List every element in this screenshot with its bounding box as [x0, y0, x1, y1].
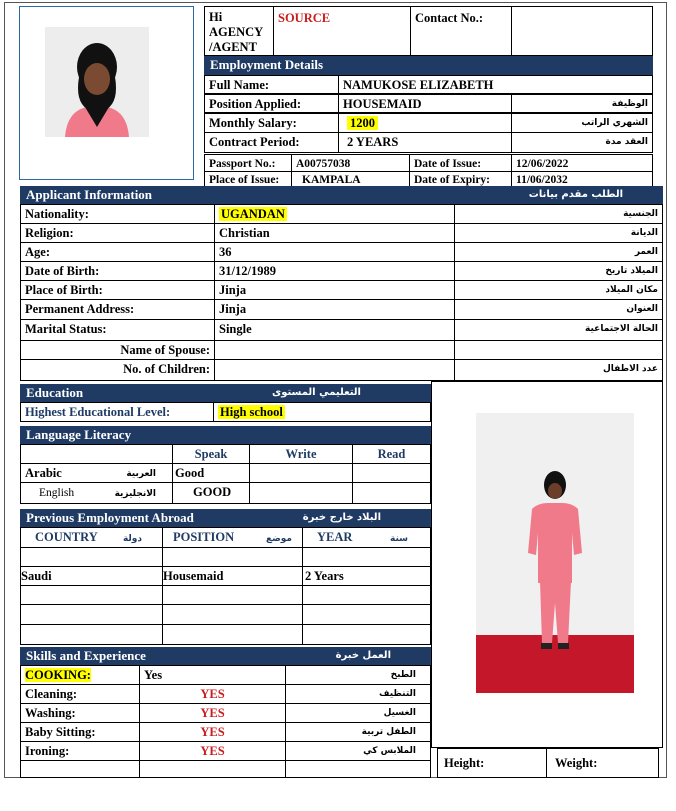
salary-value: 1200 — [347, 116, 378, 130]
lang-arabic-row — [20, 463, 173, 483]
skill-ironing-label: Ironing: — [20, 741, 140, 761]
passport-label: Passport No.: — [204, 154, 292, 172]
full-name-value: NAMUKOSE ELIZABETH — [338, 75, 653, 94]
agency-label: Hi AGENCY /AGENT — [204, 6, 274, 56]
pob-value: Jinja — [214, 280, 455, 300]
prev-country-ar: دولة — [122, 534, 142, 544]
marital-value: Single — [214, 319, 455, 341]
prev-row4-year — [302, 624, 431, 645]
previous-employment-title: Previous Employment Abroad — [26, 510, 194, 525]
full-name-label: Full Name: — [204, 75, 339, 94]
lang-arabic-ar: العربية — [126, 469, 156, 479]
skill-washing-value: YES — [139, 703, 286, 723]
position-label: Position Applied: — [204, 94, 339, 113]
education-arabic: التعليمي المستوى — [272, 387, 361, 398]
prev-row3-country — [20, 604, 163, 625]
applicant-info-title: Applicant Information — [26, 187, 153, 202]
skill-cooking-value: Yes — [139, 665, 286, 685]
lang-english-label: English — [39, 487, 75, 499]
age-label: Age: — [20, 242, 215, 262]
spouse-arabic — [454, 340, 663, 360]
address-arabic: العنوان — [454, 299, 663, 320]
employment-details-header: Employment Details — [204, 56, 653, 75]
prev-year-header — [302, 527, 431, 548]
prev-row1-year: 2 Years — [302, 566, 431, 586]
prev-row2-position — [162, 585, 303, 605]
source-label: SOURCE — [273, 6, 411, 56]
lang-arabic-label: Arabic — [25, 466, 62, 480]
contact-value — [511, 6, 653, 56]
fullbody-photo — [476, 413, 634, 693]
salary-label: Monthly Salary: — [204, 113, 339, 133]
prev-row2-year — [302, 585, 431, 605]
height-label: Height: — [437, 748, 547, 778]
contract-label: Contract Period: — [204, 132, 339, 153]
salary-arabic: الشهري الراتب — [511, 113, 653, 133]
education-level-value: High school — [220, 405, 283, 419]
prev-blank-c3 — [302, 547, 431, 567]
applicant-info-arabic: الطلب مقدم بيانات — [528, 189, 623, 200]
portrait-photo — [45, 27, 149, 137]
skills-header — [20, 647, 431, 665]
skill-washing-arabic: الغسيل — [285, 703, 431, 723]
prev-blank-c1 — [20, 547, 163, 567]
pob-label: Place of Birth: — [20, 280, 215, 300]
skill-ironing-value: YES — [139, 741, 286, 761]
prev-row4-country — [20, 624, 163, 645]
education-level-value-cell — [213, 402, 431, 422]
skill-cleaning-label: Cleaning: — [20, 684, 140, 704]
lang-english-write — [249, 482, 353, 504]
prev-position-label: POSITION — [173, 530, 235, 544]
skills-blank-c1 — [20, 760, 140, 778]
education-level-label: Highest Educational Level: — [20, 402, 214, 422]
language-header: Language Literacy — [20, 426, 431, 444]
previous-employment-arabic: البلاد خارج خبرة — [302, 512, 381, 523]
lang-arabic-speak: Good — [172, 463, 250, 483]
lang-read-header: Read — [352, 444, 431, 464]
contract-value: 2 YEARS — [338, 132, 512, 153]
skills-arabic: العمل خبرة — [335, 650, 391, 661]
pob-arabic: مكان الميلاد — [454, 280, 663, 300]
lang-arabic-read — [352, 463, 431, 483]
skill-cooking-arabic: الطبخ — [285, 665, 431, 685]
lang-speak-header: Speak — [172, 444, 250, 464]
prev-year-ar: سنة — [390, 534, 408, 544]
nationality-value: UGANDAN — [221, 207, 285, 221]
portrait-photo-frame — [19, 6, 194, 180]
address-value: Jinja — [214, 299, 455, 320]
prev-country-label: COUNTRY — [35, 530, 98, 544]
prev-country-header — [20, 527, 163, 548]
position-arabic: الوظيفة — [511, 94, 653, 113]
religion-arabic: الديانة — [454, 223, 663, 243]
salary-value-cell — [338, 113, 512, 133]
skill-babysitting-label: Baby Sitting: — [20, 722, 140, 742]
lang-english-row — [20, 482, 173, 504]
prev-row3-position — [162, 604, 303, 625]
skills-blank-c2 — [139, 760, 286, 778]
issue-date-label: Date of Issue: — [409, 154, 512, 172]
dob-value: 31/12/1989 — [214, 261, 455, 281]
lang-english-ar: الانجليزية — [114, 489, 156, 499]
lang-english-speak: GOOD — [172, 482, 250, 504]
prev-position-header — [162, 527, 303, 548]
children-arabic: عدد الاطفال — [454, 359, 663, 381]
address-label: Permanent Address: — [20, 299, 215, 320]
marital-label: Marital Status: — [20, 319, 215, 341]
lang-arabic-write — [249, 463, 353, 483]
skill-ironing-arabic: الملابس كي — [285, 741, 431, 761]
contact-label: Contact No.: — [410, 6, 512, 56]
issue-place-value: KAMPALA — [291, 171, 410, 187]
contract-arabic: العقد مدة — [511, 132, 653, 153]
religion-label: Religion: — [20, 223, 215, 243]
marital-arabic: الحالة الاجتماعية — [454, 319, 663, 341]
issue-place-label: Place of Issue: — [204, 171, 292, 187]
religion-value: Christian — [214, 223, 455, 243]
skill-washing-label: Washing: — [20, 703, 140, 723]
skill-cooking-label-cell — [20, 665, 140, 685]
passport-value: A00757038 — [291, 154, 410, 172]
skill-cleaning-value: YES — [139, 684, 286, 704]
education-title: Education — [26, 385, 84, 400]
position-value: HOUSEMAID — [338, 94, 512, 113]
prev-row4-position — [162, 624, 303, 645]
spouse-label: Name of Spouse: — [20, 340, 215, 360]
skill-babysitting-value: YES — [139, 722, 286, 742]
lang-write-header: Write — [249, 444, 353, 464]
dob-arabic: الميلاد تاريخ — [454, 261, 663, 281]
prev-row1-country: Saudi — [20, 566, 163, 586]
issue-date-value: 12/06/2022 — [511, 154, 653, 172]
age-value: 36 — [214, 242, 455, 262]
prev-row1-position: Housemaid — [162, 566, 303, 586]
skill-cooking-label: COOKING: — [25, 668, 91, 682]
nationality-arabic: الجنسية — [454, 204, 663, 224]
age-arabic: العمر — [454, 242, 663, 262]
prev-row2-country — [20, 585, 163, 605]
applicant-info-header — [20, 186, 663, 204]
prev-position-ar: موضع — [265, 534, 292, 544]
skill-cleaning-arabic: التنظيف — [285, 684, 431, 704]
nationality-value-cell — [214, 204, 455, 224]
lang-header-blank — [20, 444, 173, 464]
expiry-label: Date of Expiry: — [409, 171, 512, 187]
prev-blank-c2 — [162, 547, 303, 567]
weight-label: Weight: — [546, 748, 659, 778]
skills-title: Skills and Experience — [26, 648, 146, 663]
dob-label: Date of Birth: — [20, 261, 215, 281]
previous-employment-header — [20, 509, 431, 527]
lang-english-read — [352, 482, 431, 504]
spouse-value — [214, 340, 455, 360]
children-label: No. of Children: — [20, 359, 215, 381]
children-value — [214, 359, 455, 381]
prev-year-label: YEAR — [317, 530, 353, 544]
skill-babysitting-arabic: الطفل تربية — [285, 722, 431, 742]
nationality-label: Nationality: — [20, 204, 215, 224]
skills-blank-c3 — [285, 760, 431, 778]
prev-row3-year — [302, 604, 431, 625]
education-header — [20, 384, 431, 402]
expiry-value: 11/06/2032 — [511, 171, 653, 187]
